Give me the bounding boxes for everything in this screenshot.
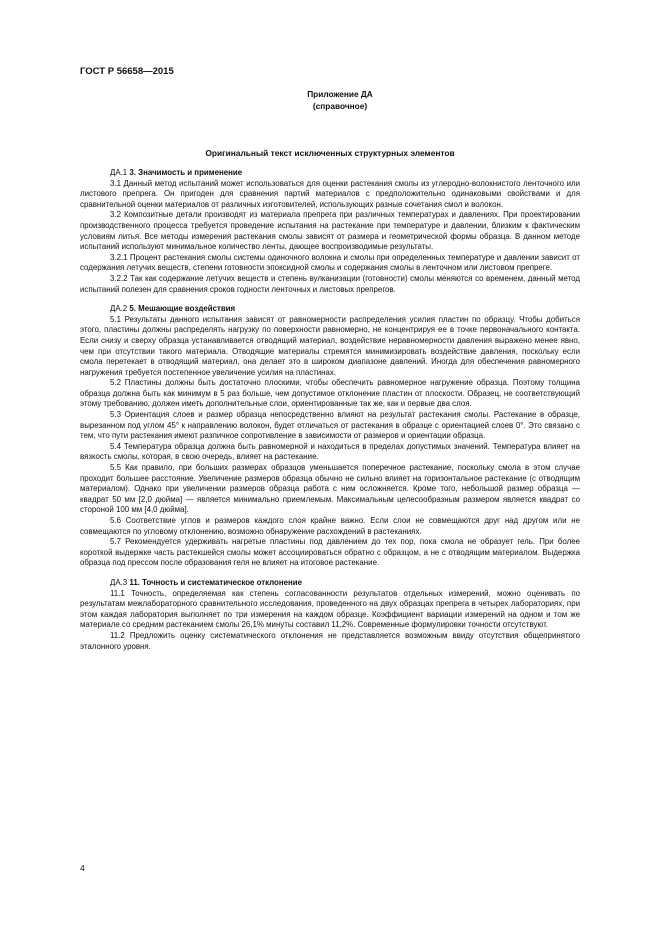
section-title: 5. Мешающие воздействия	[129, 304, 236, 314]
section-number: ДА.2	[110, 304, 128, 314]
document-body	[80, 168, 580, 652]
document-code: ГОСТ Р 56658—2015	[80, 66, 174, 77]
annex-title: Приложение ДА	[307, 89, 373, 99]
paragraph: 5.6 Соответствие углов и размеров каждого слоя крайне важно. Если слои не совмещаются друг над другом или не совмещаются по угловому отклонению, возможно обнаружение расхождений в растеканиях.	[80, 516, 580, 536]
paragraph: 11.1 Точность, определяемая как степень согласованности результатов отдельных измерений, можно оценивать по результатам межлабораторного сравнительного исследования, проведенного на двух образцах препрега в четырех лабораториях, при этом каждая лаборатория выполняет по три измерения на каждом образце. Коэффициент вариации измерений на одном и том же материале со средним растеканием смолы 26,1% минуты составил 11,2%. Современные формулировки точности отсутствуют.	[80, 588, 580, 630]
section-heading	[80, 578, 580, 589]
paragraph: 5.3 Ориентация слоев и размер образца непосредственно влияют на результат растекания смолы. Растекание в образце, вырезанном под углом 45° к направлению волокон, будет отличаться от растекания в образце с ориентацией слоев 0°. Это связано с тем, что пути растекания имеют различное сопротивление в зависимости от размеров и ориентации образца.	[80, 410, 580, 441]
paragraph: 3.2.1 Процент растекания смолы системы одиночного волокна и смолы при определенных температуре и давлении зависит от содержания летучих веществ, степени готовности эпоксидной смолы и содержания смолы в ленточном или листовом препреге.	[80, 252, 580, 273]
paragraph: 5.7 Рекомендуется удерживать нагретые пластины под давлением до тех пор, пока смола не образует гель. При более короткой выдержке часть растекшейся смолы может ассоциироваться обратно с образцом, а не с отводящим материалом. Выдержка образца под прессом после образования геля не влияет на итоговое растекание.	[80, 537, 580, 568]
section-number: ДА.1	[110, 168, 128, 177]
page-number: 4	[80, 863, 85, 873]
paragraph: 11.2 Предложить оценку систематического отклонения не представляется возможным ввиду отсутствия общепринятого эталонного уровня.	[80, 630, 580, 651]
paragraph: 3.2 Композитные детали производят из материала препрега при различных температурах и давлениях. При проектировании производственного процесса требуется проведение испытания на растекание при температуре и давлении, близким к фактическим условиям литья. Все методы измерения растекания смолы зависят от размера и геометрической формы образца. В данном методе испытаний используют минимальное количество ленты, дающее воспроизводимые результаты.	[80, 210, 580, 252]
paragraph: 3.2.2 Так как содержание летучих веществ и степень вулканизации (готовности) смолы меняются со временем, данный метод испытаний полезен для сравнения сроков годности ленточных и листовых препрегов.	[80, 273, 580, 294]
paragraph: 5.2 Пластины должны быть достаточно плоскими, чтобы обеспечить равномерное нагружение образца. Поэтому толщина образца должна быть как минимум в 5 раз больше, чем допустимое отклонение пластин от плоскости. Образец, не соответствующий этому требованию, должен иметь дополнительные слои, ориентированные так же, как и первые два слоя.	[80, 378, 580, 409]
section-title: 11. Точность и систематическое отклонение	[129, 577, 303, 587]
paragraph: 5.4 Температура образца должна быть равномерной и находиться в пределах допустимых значений. Температура влияет на вязкость смолы, которая, в свою очередь, влияет на растекание.	[80, 441, 580, 462]
annex-subtitle: (справочное)	[312, 101, 368, 111]
section-title: 3. Значимость и применение	[129, 168, 243, 177]
paragraph: 5.1 Результаты данного испытания зависят от равномерности распределения усилия пластин по образцу. Чтобы добиться этого, пластины должны распределять нагрузку по поверхности равномерно, не концентрируя ее в точке первоначального контакта. Если снизу и сверху образца устанавливается отводящий материал, воздействие неравномерности давления выражено менее явно, чем при отсутствии такого материала. Отводящие материалы стремятся минимизировать воздействие давления, поскольку если смола перетекает в отводящий материал, она делает это в широком диапазоне давлений. Иногда для обеспечения равномерного нагружения требуется постепенное увеличение усилия на пластинах.	[80, 314, 580, 377]
section-heading	[80, 304, 580, 315]
section-heading	[80, 168, 580, 179]
paragraph: 5.5 Как правило, при больших размерах образцов уменьшается поперечное растекание, поскольку смола в этом случае проходит большее расстояние. Увеличение размеров образца обычно не сильно влияет на горизонтальное растекание (с отводящим материалом). Однако при увеличении размеров образца работа с ним осложняется. Кроме того, небольшой размер образца — квадрат 50 мм [2,0 дюйма] — является минимально приемлемым. Максимальным целесообразным размером является квадрат со стороной 100 мм [4,0 дюйма].	[80, 463, 580, 515]
paragraph: 3.1 Данный метод испытаний может использоваться для оценки растекания смолы из углеродно-волокнистого ленточного или листового препрега. Он пригоден для сравнения партий материалов с предположительно одинаковыми свойствами и для сравнительной оценки материалов от различных изготовителей, использующих разные сочетания смол и волокон.	[80, 178, 580, 209]
section-number: ДА.3	[110, 577, 128, 587]
main-title: Оригинальный текст исключенных структурных элементов	[205, 148, 455, 158]
